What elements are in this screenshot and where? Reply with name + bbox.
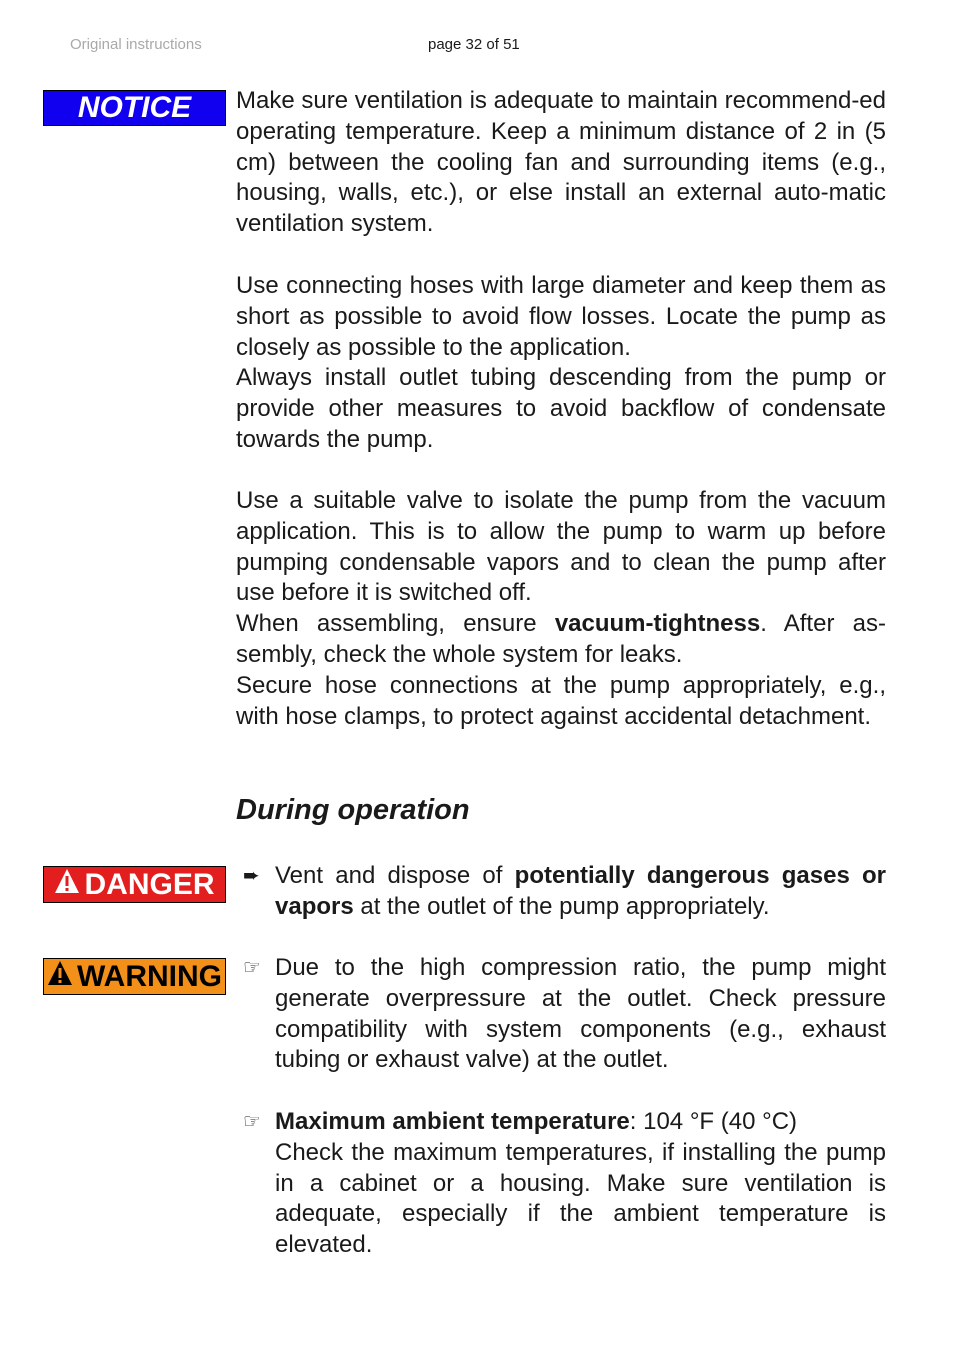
warning-label — [43, 958, 226, 995]
temperature-bullet — [243, 1107, 886, 1261]
warning-triangle-icon — [54, 868, 80, 902]
paragraph-text: Always install outlet tubing descending from the pump or provide other measures to avoid backflow of condensate towards the pump. — [236, 364, 886, 453]
danger-bullet — [243, 861, 886, 923]
hoses-paragraph — [236, 271, 886, 456]
text-run: at the outlet of the pump appropriately. — [353, 892, 770, 920]
emphasis: potentially dangerous gases or vapors — [275, 862, 887, 920]
text-run: . After as-sembly, check the whole system for leaks. — [236, 610, 886, 668]
warning-triangle-icon — [47, 960, 73, 994]
emphasis: Maximum ambient temperature — [275, 1108, 630, 1135]
pointing-hand-icon: ☞ — [243, 1111, 261, 1133]
bullet-text: Due to the high compression ratio, the pump might generate overpressure at the outlet. Check pressure compatibility with system components (e.g., exhaust tubing or exhaust valve) at the outlet. — [275, 954, 886, 1074]
header-document-title: Original instructions — [70, 36, 202, 53]
pointing-hand-icon: ☞ — [243, 957, 261, 979]
danger-label — [43, 866, 226, 903]
valve-paragraph — [236, 486, 886, 732]
temperature-line — [275, 1107, 886, 1138]
bullet-text — [275, 861, 886, 923]
paragraph-text: Use connecting hoses with large diameter and keep them as short as possible to avoid flow losses. Locate the pump as closely as possible to the application. — [236, 272, 886, 361]
ventilation-paragraph — [236, 86, 886, 240]
text-run: : 104 °F (40 °C) — [629, 1108, 798, 1135]
paragraph-text: Make sure ventilation is adequate to maintain recommend-ed operating temperature. Keep a minimum distance of 2 in (5 cm) between the cooling fan and surrounding items (e.g., housing, walls, etc.), or else install an external auto-matic ventilation system. — [236, 87, 886, 238]
danger-label-text: DANGER — [84, 867, 215, 901]
warning-label-text: WARNING — [77, 959, 222, 993]
page-number: page 32 of 51 — [428, 36, 520, 53]
arrow-right-icon: ➨ — [243, 865, 260, 887]
notice-label: NOTICE — [43, 90, 226, 126]
assembly-paragraph — [236, 609, 886, 671]
section-heading: During operation — [236, 794, 470, 826]
emphasis: vacuum-tightness — [554, 610, 761, 638]
paragraph-text: Secure hose connections at the pump appropriately, e.g., with hose clamps, to protect against accidental detachment. — [236, 671, 886, 730]
text-run: Vent and dispose of — [275, 862, 515, 889]
text-run: When assembling, ensure — [236, 610, 555, 638]
paragraph-text: Use a suitable valve to isolate the pump from the vacuum application. This is to allow the pump to warm up before pumping condensable vapors and to clean the pump after use before it is switched off. — [236, 487, 886, 607]
temperature-text: Check the maximum temperatures, if installing the pump in a cabinet or a housing. Make sure ventilation is adequate, especially if the ambient temperature is elevated. — [275, 1138, 886, 1259]
bullet-text — [275, 1107, 886, 1261]
warning-bullet — [243, 953, 886, 1076]
